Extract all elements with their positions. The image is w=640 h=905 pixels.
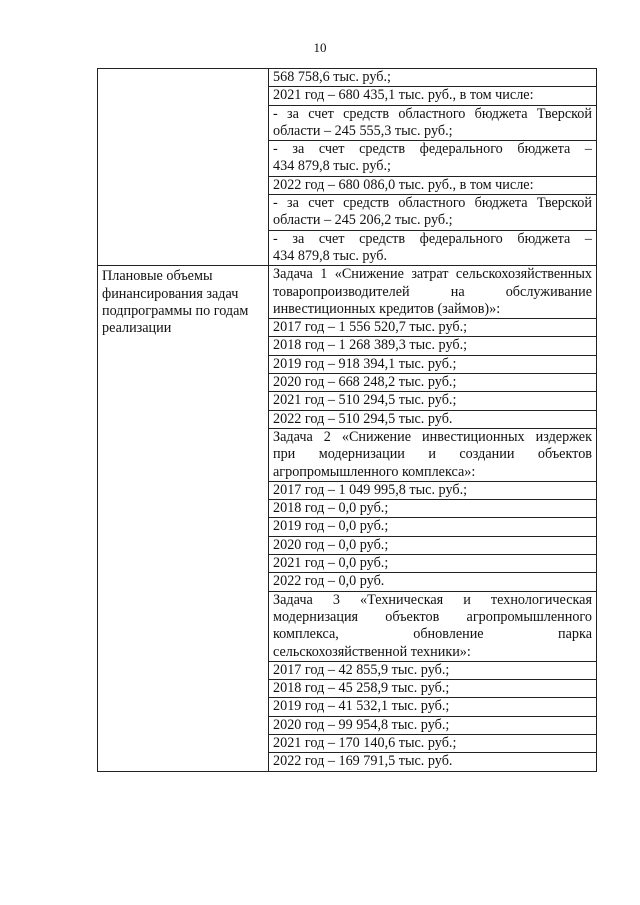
content-line: Задача 2 «Снижение инвестиционных издержек — [269, 428, 596, 446]
content-line: - за счет средств областного бюджета Тверской — [269, 105, 596, 123]
passport-table — [97, 68, 597, 772]
content-line: 2018 год – 0,0 руб.; — [269, 499, 596, 517]
content-line: 2019 год – 918 394,1 тыс. руб.; — [269, 355, 596, 373]
content-line: 2018 год – 45 258,9 тыс. руб.; — [269, 679, 596, 697]
content-line: 2022 год – 169 791,5 тыс. руб. — [269, 752, 596, 770]
content-line: при модернизации и создании объектов — [273, 446, 592, 463]
content-line: агропромышленного комплекса»: — [273, 463, 476, 480]
content-line: Задача 1 «Снижение затрат сельскохозяйственных — [273, 266, 592, 283]
content-line: 2021 год – 0,0 руб.; — [269, 554, 596, 572]
row-label: Плановые объемы финансирования задач подпрограммы по годам реализации — [102, 268, 249, 337]
content-line: 434 879,8 тыс. руб. — [273, 247, 387, 264]
content-line: 434 879,8 тыс. руб.; — [273, 158, 391, 175]
row-content-cell — [269, 266, 597, 771]
content-line: 2021 год – 510 294,5 тыс. руб.; — [269, 391, 596, 409]
content-line: 2017 год – 1 556 520,7 тыс. руб.; — [269, 318, 596, 336]
content-line: сельскохозяйственной техники»: — [273, 643, 471, 660]
content-line: 2020 год – 668 248,2 тыс. руб.; — [269, 373, 596, 391]
content-line: товаропроизводителей на обслуживание — [273, 283, 592, 300]
content-line: 2017 год – 42 855,9 тыс. руб.; — [269, 661, 596, 679]
content-line: модернизация объектов агропромышленного — [273, 608, 592, 625]
content-line: 2017 год – 1 049 995,8 тыс. руб.; — [269, 481, 596, 499]
row-label-cell — [98, 266, 269, 771]
content-line: - за счет средств федерального бюджета – — [269, 140, 596, 158]
content-line: 2021 год – 680 435,1 тыс. руб., в том числе: — [269, 86, 596, 104]
content-line: 2020 год – 0,0 руб.; — [269, 536, 596, 554]
content-line: 2022 год – 0,0 руб. — [269, 572, 596, 590]
content-line: 2022 год – 680 086,0 тыс. руб., в том числе: — [269, 176, 596, 194]
page-number: 10 — [313, 40, 327, 55]
row-label-cell — [98, 69, 269, 266]
content-line: инвестиционных кредитов (займов)»: — [273, 300, 501, 317]
content-line: 2020 год – 99 954,8 тыс. руб.; — [269, 716, 596, 734]
row-content-cell — [269, 69, 597, 266]
table-row — [98, 69, 597, 266]
content-line: 2018 год – 1 268 389,3 тыс. руб.; — [269, 336, 596, 354]
content-line: области – 245 206,2 тыс. руб.; — [273, 212, 453, 229]
table-row — [98, 266, 597, 771]
content-line: - за счет средств федерального бюджета – — [269, 230, 596, 248]
content-line: - за счет средств областного бюджета Тверской — [269, 194, 596, 212]
content-line: 2019 год – 41 532,1 тыс. руб.; — [269, 697, 596, 715]
content-line: 568 758,6 тыс. руб.; — [273, 69, 391, 85]
content-line: 2021 год – 170 140,6 тыс. руб.; — [269, 734, 596, 752]
row-label — [98, 69, 268, 73]
content-line: области – 245 555,3 тыс. руб.; — [273, 122, 453, 139]
content-line: Задача 3 «Техническая и технологическая — [269, 591, 596, 609]
content-line: комплекса, обновление парка — [273, 626, 592, 643]
content-line: 2022 год – 510 294,5 тыс. руб. — [269, 410, 596, 428]
content-line: 2019 год – 0,0 руб.; — [269, 517, 596, 535]
